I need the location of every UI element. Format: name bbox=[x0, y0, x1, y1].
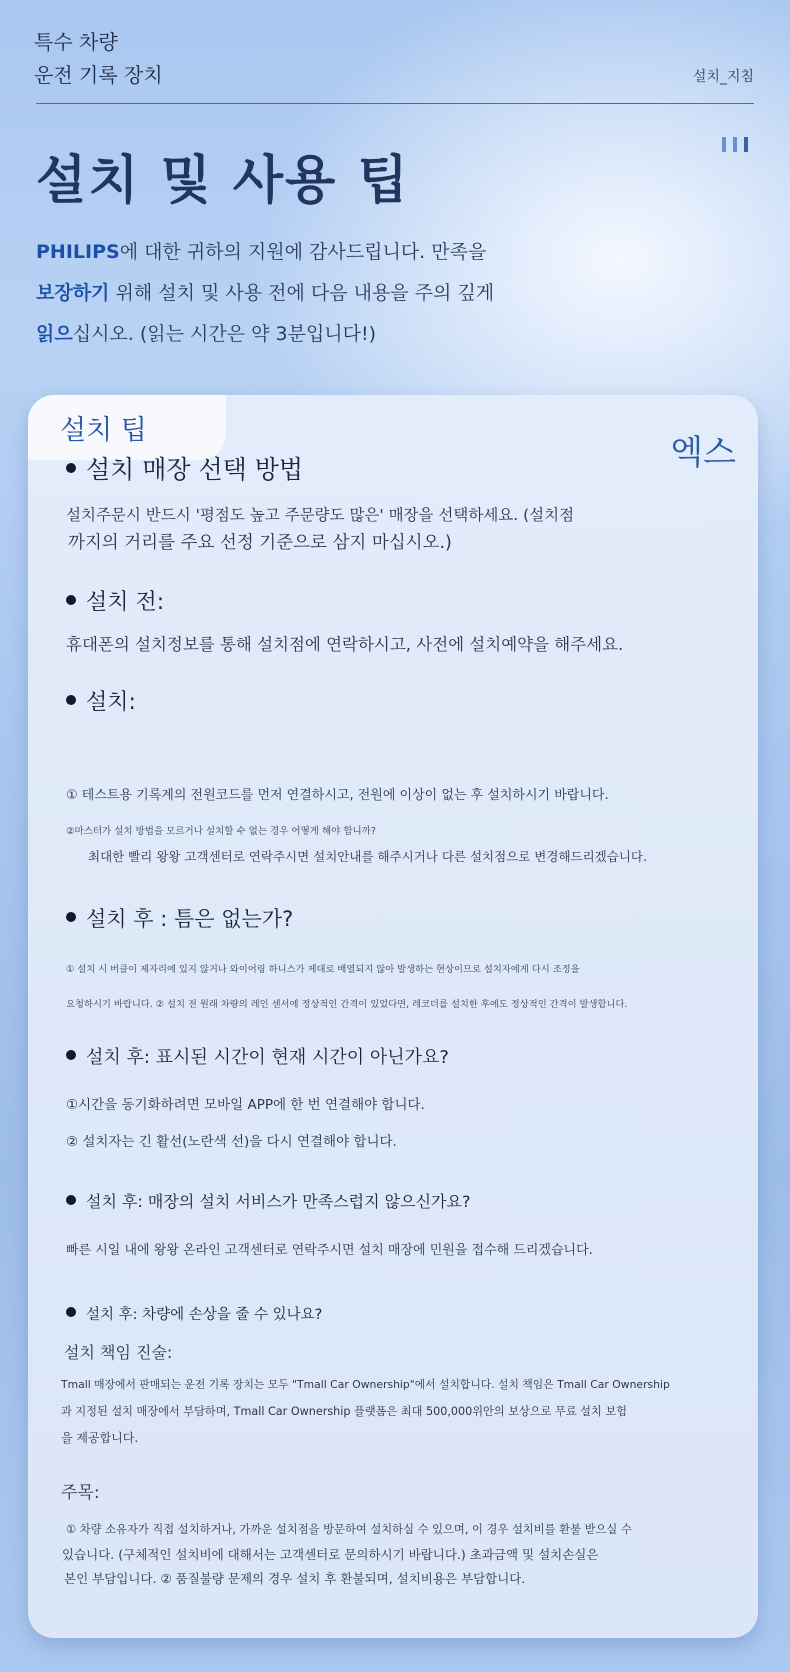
bullet-icon bbox=[66, 695, 76, 705]
liability-text: Tmall 매장에서 판매되는 운전 기록 장치는 모두 "Tmall Car Ownership"에서 설치합니다. 설치 책임은 Tmall Car Ownership bbox=[61, 1378, 670, 1391]
page-title: 설치 및 사용 팁 bbox=[36, 151, 410, 211]
section-text: ① 테스트용 기록계의 전원코드를 먼저 연결하시고, 전원에 이상이 없는 후 설치하시기 바랍니다. bbox=[66, 788, 609, 803]
card-corner-label: 엑스 bbox=[670, 433, 736, 473]
header-title bbox=[34, 26, 163, 92]
bullet-icon bbox=[66, 1195, 76, 1205]
intro-brand: PHILIPS bbox=[36, 241, 120, 263]
notice-text: ① 차량 소유자가 직접 설치하거나, 가까운 설치점을 방문하여 설치하실 수 있으며, 이 경우 설치비를 환불 받으실 수 bbox=[66, 1523, 632, 1536]
card-tab-title: 설치 팁 bbox=[60, 415, 147, 446]
section-heading-install: 설치: bbox=[66, 685, 136, 716]
intro-text-2: 위해 설치 및 사용 전에 다음 내용을 주의 깊게 bbox=[109, 282, 495, 304]
bullet-icon bbox=[66, 1307, 76, 1317]
bullet-icon bbox=[66, 1050, 76, 1060]
section-text: ② 설치자는 긴 활선(노란색 선)을 다시 연결해야 합니다. bbox=[66, 1134, 397, 1150]
section-text: ①시간을 동기화하려면 모바일 APP에 한 번 연결해야 합니다. bbox=[66, 1097, 425, 1113]
intro-text-1: 에 대한 귀하의 지원에 감사드립니다. 만족을 bbox=[119, 241, 487, 263]
section-text: 최대한 빨리 왕왕 고객센터로 연락주시면 설치안내를 해주시거나 다른 설치점으로 변경해드리겠습니다. bbox=[88, 849, 647, 864]
section-heading-time: 설치 후: 표시된 시간이 현재 시간이 아닌가요? bbox=[66, 1043, 449, 1069]
liability-text: 을 제공합니다. bbox=[61, 1431, 139, 1445]
bullet-icon bbox=[66, 912, 76, 922]
section-text: ②마스터가 설치 방법을 모르거나 설치할 수 없는 경우 어떻게 해야 합니까? bbox=[66, 826, 376, 837]
header-line-2: 운전 기록 장치 bbox=[34, 63, 163, 87]
tips-card bbox=[28, 395, 758, 1638]
section-text: ① 설치 시 버클이 제자리에 있지 않거나 와이어링 하니스가 제대로 배열되지 않아 발생하는 현상이므로 설치자에게 다시 조정을 bbox=[66, 964, 580, 975]
notice-text: 본인 부담입니다. ② 품질불량 문제의 경우 설치 후 환불되며, 설치비용은 부담합니다. bbox=[64, 1571, 526, 1586]
section-text: 휴대폰의 설치정보를 통해 설치점에 연락하시고, 사전에 설치예약을 해주세요. bbox=[66, 635, 624, 654]
section-text: 빠른 시일 내에 왕왕 온라인 고객센터로 연락주시면 설치 매장에 민원을 접수해 드리겠습니다. bbox=[66, 1243, 593, 1258]
liability-text: 과 지정된 설치 매장에서 부담하며, Tmall Car Ownership 플랫폼은 최대 500,000위안의 보상으로 무료 설치 보험 bbox=[61, 1405, 627, 1418]
liability-title: 설치 책임 진술: bbox=[64, 1343, 173, 1362]
section-text: 요청하시기 바랍니다. ② 설치 전 원래 차량의 레인 센서에 정상적인 간격이 있었다면, 레코더를 설치한 후에도 정상적인 간격이 발생합니다. bbox=[66, 999, 628, 1010]
decorative-bars-icon bbox=[722, 137, 748, 152]
header-right-label: 설치_지침 bbox=[692, 69, 754, 85]
section-heading-before-install: 설치 전: bbox=[66, 585, 164, 616]
intro-highlight-3: 읽으 bbox=[36, 323, 73, 345]
notice-title: 주목: bbox=[61, 1483, 100, 1503]
section-heading-damage: 설치 후: 차량에 손상을 줄 수 있나요? bbox=[66, 1303, 322, 1324]
bullet-icon bbox=[66, 463, 76, 473]
section-heading-service: 설치 후: 매장의 설치 서비스가 만족스럽지 않으신가요? bbox=[66, 1189, 470, 1212]
intro-text-3: 십시오. (읽는 시간은 약 3분입니다!) bbox=[72, 323, 377, 345]
section-heading-gap: 설치 후 : 틈은 없는가? bbox=[66, 903, 293, 933]
section-heading-store-selection: 설치 매장 선택 방법 bbox=[66, 450, 303, 486]
notice-text: 있습니다. (구체적인 설치비에 대해서는 고객센터로 문의하시기 바랍니다.) 초과금액 및 설치손실은 bbox=[62, 1547, 599, 1562]
header-line-1: 특수 차량 bbox=[34, 30, 118, 54]
intro-paragraph bbox=[36, 232, 556, 355]
section-text: 까지의 거리를 주요 선정 기준으로 삼지 마십시오.) bbox=[68, 533, 452, 553]
intro-highlight-2: 보장하기 bbox=[36, 282, 110, 304]
bullet-icon bbox=[66, 595, 76, 605]
section-text: 설치주문시 반드시 '평점도 높고 주문량도 많은' 매장을 선택하세요. (설치점 bbox=[66, 506, 575, 524]
header-divider bbox=[36, 103, 754, 104]
